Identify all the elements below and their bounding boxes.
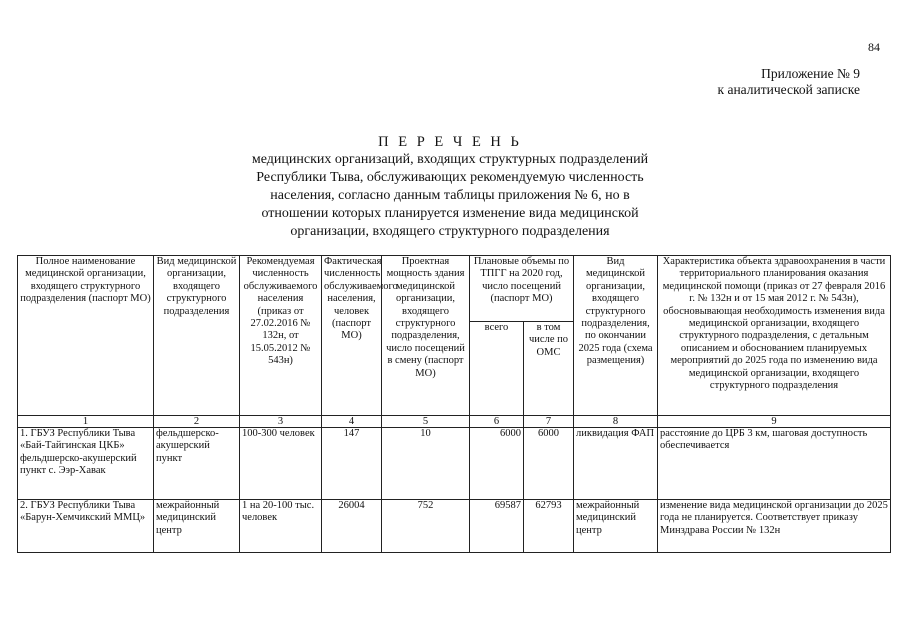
header-actual-population: Фактическая численность обслуживаемого населения, человек (паспорт МО) bbox=[322, 256, 382, 416]
column-number: 9 bbox=[658, 416, 891, 428]
header-oms: в том числе по ОМС bbox=[524, 322, 574, 416]
header-planned-volumes: Плановые объемы по ТПГГ на 2020 год, число посещений (паспорт МО) bbox=[470, 256, 574, 322]
design-capacity-cell: 752 bbox=[382, 500, 470, 553]
recommended-population-cell: 100-300 человек bbox=[240, 428, 322, 500]
appendix-line-1: Приложение № 9 bbox=[761, 66, 860, 81]
subtitle-line-5: организации, входящего структурного подразделения bbox=[290, 224, 610, 239]
total-visits-cell: 69587 bbox=[470, 500, 524, 553]
subtitle-line-3: населения, согласно данным таблицы приложения № 6, но в bbox=[270, 188, 630, 203]
column-number: 7 bbox=[524, 416, 574, 428]
column-number: 3 bbox=[240, 416, 322, 428]
header-recommended-population: Рекомендуемая численность обслуживаемого населения (приказ от 27.02.2016 № 132н, от 15.05.2012 № 543н) bbox=[240, 256, 322, 416]
subtitle-line-4: отношении которых планируется изменение вида медицинской bbox=[261, 206, 639, 221]
header-row bbox=[18, 256, 891, 322]
header-characteristic: Характеристика объекта здравоохранения в части территориального планирования оказания медицинской помощи (приказ от 27 февраля 2016 г. № 132н и от 15 мая 2012 г. № 543н), обосновывающая необходимость изменения вида медицинской организации, входящего структурного подразделения, с детальным описанием и обоснованием планируемых мероприятий до 2025 года по изменению вида медицинской организации, входящего структурного подразделения bbox=[658, 256, 891, 416]
document-title: П Е Р Е Ч Е Н Ь bbox=[378, 134, 522, 150]
future-type-cell: ликвидация ФАП bbox=[574, 428, 658, 500]
future-type-cell: межрайонный медицинский центр bbox=[574, 500, 658, 553]
org-name-cell: 1. ГБУЗ Республики Тыва «Бай-Тайгинская ЦКБ» фельдшерско-акушерский пункт с. Ээр-Хавак bbox=[18, 428, 154, 500]
column-number-row bbox=[18, 416, 891, 428]
column-number: 8 bbox=[574, 416, 658, 428]
column-number: 4 bbox=[322, 416, 382, 428]
header-total: всего bbox=[470, 322, 524, 416]
org-name-cell: 2. ГБУЗ Республики Тыва «Барун-Хемчикский ММЦ» bbox=[18, 500, 154, 553]
column-number: 2 bbox=[154, 416, 240, 428]
oms-visits-cell: 62793 bbox=[524, 500, 574, 553]
column-number: 5 bbox=[382, 416, 470, 428]
total-visits-cell: 6000 bbox=[470, 428, 524, 500]
oms-visits-cell: 6000 bbox=[524, 428, 574, 500]
actual-population-cell: 147 bbox=[322, 428, 382, 500]
subtitle-line-1: медицинских организаций, входящих структурных подразделений bbox=[251, 152, 649, 167]
design-capacity-cell: 10 bbox=[382, 428, 470, 500]
org-type-cell: межрайонный медицинский центр bbox=[154, 500, 240, 553]
appendix-label bbox=[650, 66, 860, 98]
document-subtitle bbox=[180, 151, 720, 241]
characteristic-cell: изменение вида медицинской организации до 2025 года не планируется. Соответствует приказу Минздрава России № 132н bbox=[658, 500, 891, 553]
actual-population-cell: 26004 bbox=[322, 500, 382, 553]
subtitle-line-2: Республики Тыва, обслуживающих рекомендуемую численность bbox=[256, 170, 644, 185]
header-full-name: Полное наименование медицинской организации, входящего структурного подразделения (паспорт МО) bbox=[18, 256, 154, 416]
recommended-population-cell: 1 на 20-100 тыс. человек bbox=[240, 500, 322, 553]
header-org-type: Вид медицинской организации, входящего структурного подразделения bbox=[154, 256, 240, 416]
org-type-cell: фельдшерско-акушерский пункт bbox=[154, 428, 240, 500]
characteristic-cell: расстояние до ЦРБ 3 км, шаговая доступность обеспечивается bbox=[658, 428, 891, 500]
column-number: 6 bbox=[470, 416, 524, 428]
appendix-line-2: к аналитической записке bbox=[717, 82, 860, 97]
header-design-capacity: Проектная мощность здания медицинской организации, входящего структурного подразделения, число посещений в смену (паспорт МО) bbox=[382, 256, 470, 416]
column-number: 1 bbox=[18, 416, 154, 428]
page-number: 84 bbox=[868, 40, 880, 54]
table-row bbox=[18, 500, 891, 553]
header-future-type: Вид медицинской организации, входящего структурного подразделения, по окончании 2025 года (схема размещения) bbox=[574, 256, 658, 416]
table-row bbox=[18, 428, 891, 500]
organizations-table bbox=[17, 255, 891, 553]
